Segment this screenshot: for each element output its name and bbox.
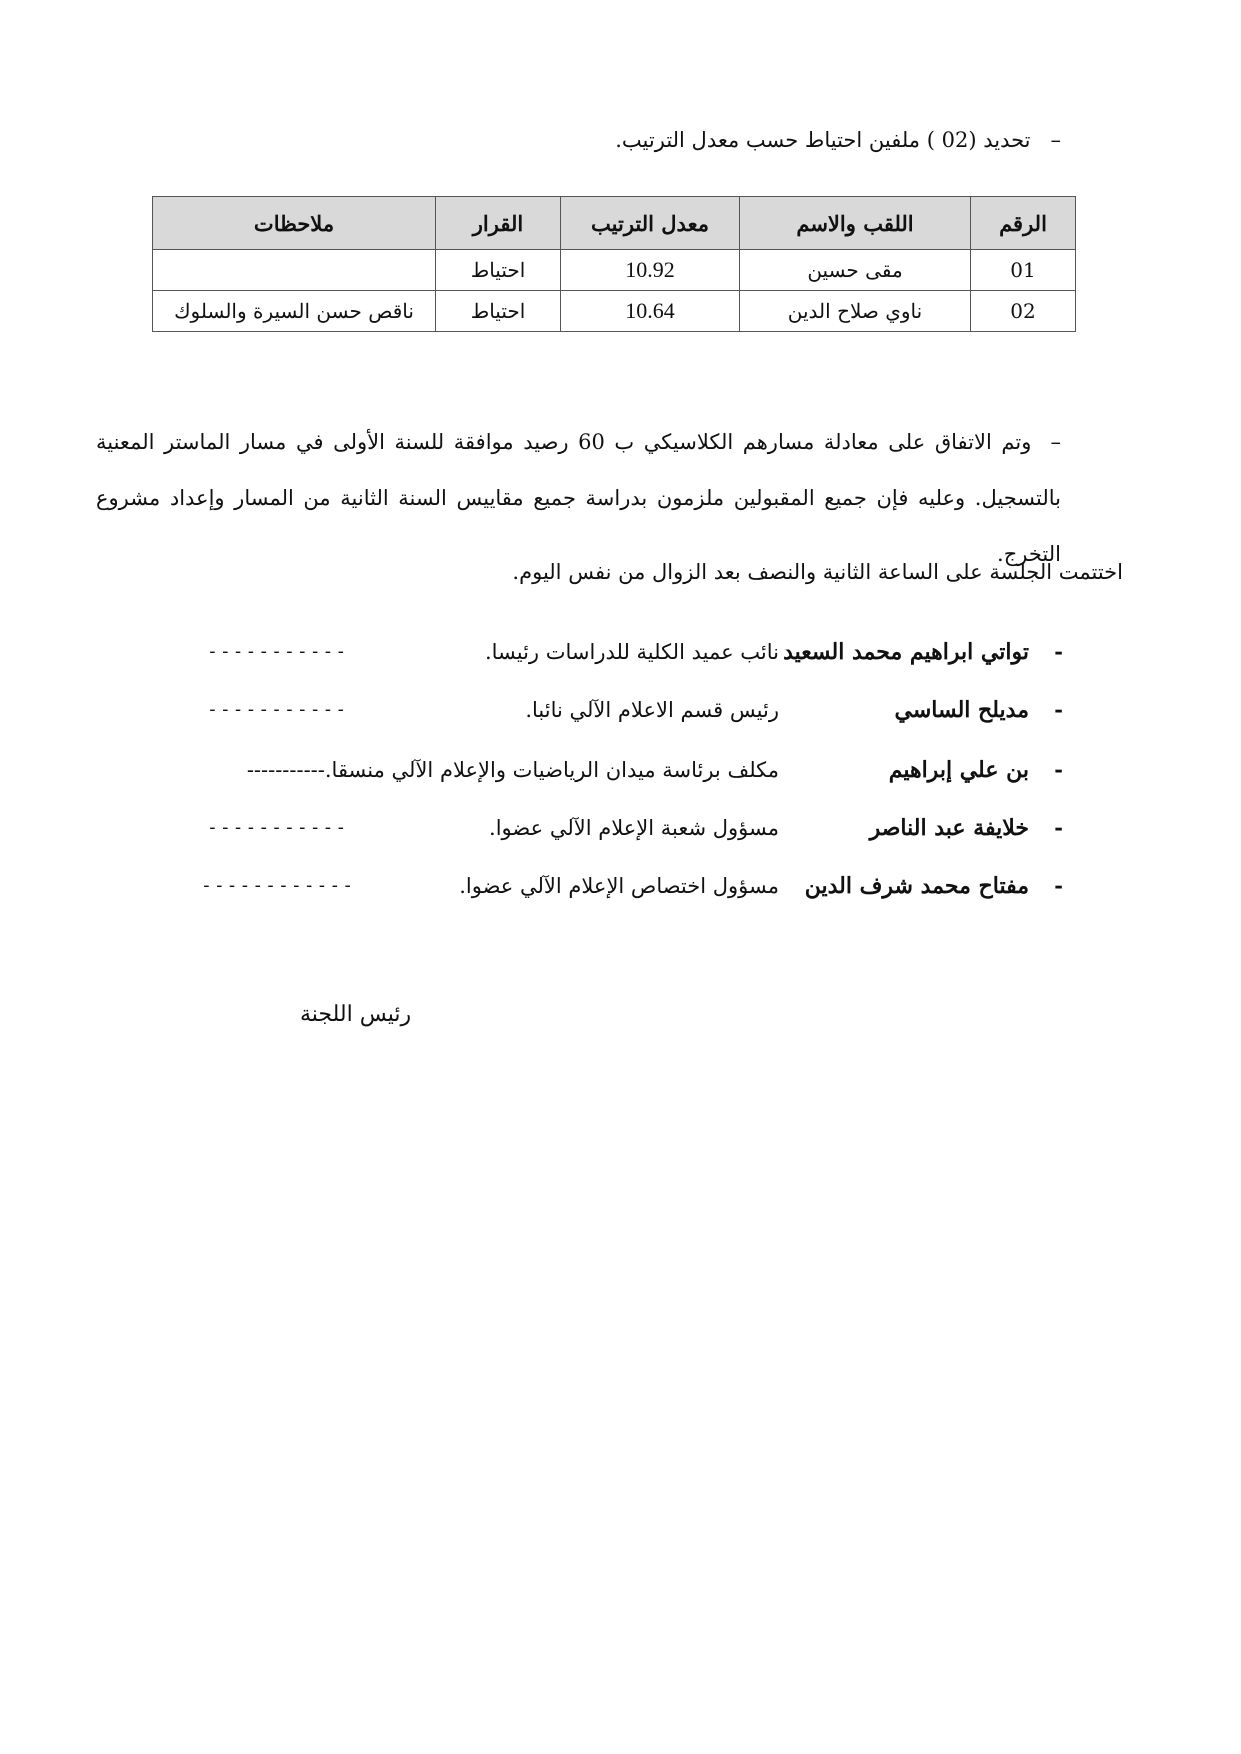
reserve-intro-line <box>615 124 1061 156</box>
member-role: مكلف برئاسة ميدان الرياضيات والإعلام الآلي منسقا.----------- <box>246 758 779 782</box>
header-ranking-average: معدل الترتيب <box>561 197 740 250</box>
equivalence-line-2: بالتسجيل. وعليه فإن جميع المقبولين ملزمون بدراسة جميع مقاييس السنة الثانية من المسار وإعداد مشروع التخرج. <box>96 486 1061 566</box>
cell-full-name: ناوي صلاح الدين <box>740 291 971 332</box>
member-role: مسؤول اختصاص الإعلام الآلي عضوا. <box>459 874 779 898</box>
member-role: رئيس قسم الاعلام الآلي نائبا. <box>525 698 779 722</box>
member-role: نائب عميد الكلية للدراسات رئيسا. <box>484 640 779 664</box>
signature-line: ----------- <box>207 817 349 838</box>
bullet-dash: – <box>1050 128 1061 152</box>
cell-decision: احتياط <box>436 250 561 291</box>
bullet-dash: - <box>1054 697 1063 722</box>
committee-chair-label: رئيس اللجنة <box>300 1002 412 1027</box>
table-row <box>153 291 1076 332</box>
header-decision: القرار <box>436 197 561 250</box>
cell-decision: احتياط <box>436 291 561 332</box>
bullet-dash: - <box>1054 639 1063 664</box>
member-name: تواتي ابراهيم محمد السعيد <box>783 639 1029 665</box>
cell-number: 02 <box>971 291 1076 332</box>
header-notes: ملاحظات <box>153 197 436 250</box>
bullet-dash: - <box>1054 873 1063 898</box>
signature-line: ----------- <box>207 641 349 662</box>
member-name: مديلح الساسي <box>894 697 1029 723</box>
header-full-name: اللقب والاسم <box>740 197 971 250</box>
table-row <box>153 250 1076 291</box>
session-closing-paragraph: اختتمت الجلسة على الساعة الثانية والنصف بعد الزوال من نفس اليوم. <box>512 560 1123 584</box>
reserve-intro-text: تحديد (02 ) ملفين احتياط حسب معدل الترتيب. <box>615 128 1031 152</box>
reserve-candidates-table <box>152 196 1076 332</box>
member-name: بن علي إبراهيم <box>888 757 1029 783</box>
table-header-row <box>153 197 1076 250</box>
header-number: الرقم <box>971 197 1076 250</box>
member-name: مفتاح محمد شرف الدين <box>804 873 1029 899</box>
cell-ranking-average: 10.64 <box>561 291 740 332</box>
cell-notes <box>153 250 436 291</box>
equivalence-line-1: – وتم الاتفاق على معادلة مسارهم الكلاسيكي ب 60 رصيد موافقة للسنة الأولى في مسار الماستر المعنية <box>96 430 1061 454</box>
member-role: مسؤول شعبة الإعلام الآلي عضوا. <box>489 816 779 840</box>
signature-line: ------------ <box>201 875 356 896</box>
committee-member-row <box>83 868 1063 904</box>
bullet-dash: - <box>1054 757 1063 782</box>
bullet-dash: - <box>1054 815 1063 840</box>
bullet-dash: – <box>1050 430 1061 454</box>
cell-ranking-average: 10.92 <box>561 250 740 291</box>
cell-full-name: مقى حسين <box>740 250 971 291</box>
signature-line: ----------- <box>207 699 349 720</box>
cell-notes: ناقص حسن السيرة والسلوك <box>153 291 436 332</box>
committee-member-row <box>83 692 1063 728</box>
committee-member-row <box>83 810 1063 846</box>
member-name: خلايفة عبد الناصر <box>869 815 1029 841</box>
committee-member-row <box>83 752 1063 788</box>
committee-member-row <box>83 634 1063 670</box>
cell-number: 01 <box>971 250 1076 291</box>
